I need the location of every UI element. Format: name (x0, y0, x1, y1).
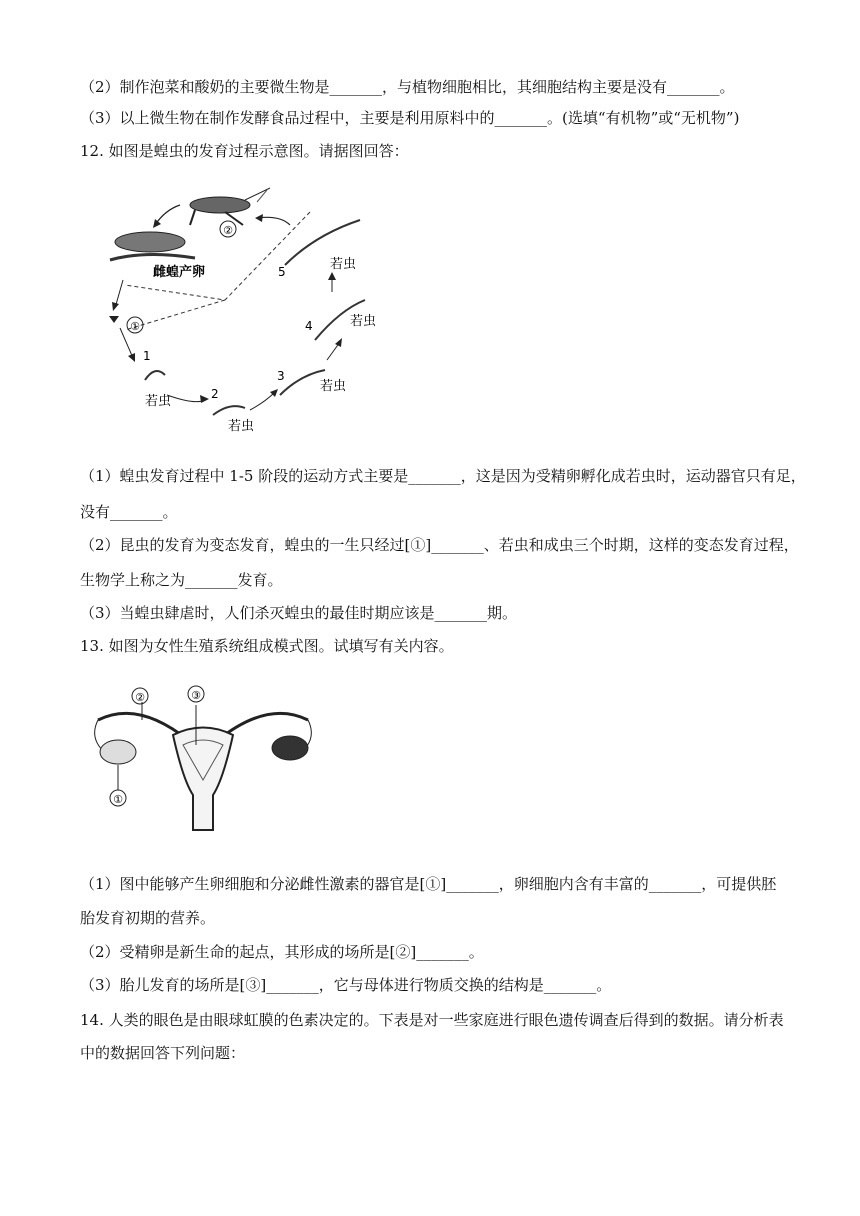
stage-4-label: 4 (305, 319, 313, 333)
marker-3-label: ③ (191, 689, 201, 702)
q14-text-b: 中的数据回答下列问题： (80, 1044, 246, 1062)
stage-1-label: 1 (143, 349, 151, 363)
nymph-label-5: 若虫 (330, 257, 357, 272)
marker-2-label: ② (135, 691, 145, 704)
marker-2-label: ② (223, 224, 233, 237)
egg-icon (109, 316, 119, 323)
q12-1-text-b: 没有_______。 (80, 503, 178, 521)
female-reproductive-system-diagram (78, 680, 328, 840)
q12-1-text-a: （1）蝗虫发育过程中 1-5 阶段的运动方式主要是_______，这是因为受精卵孵化成若虫时，运动器官只有足， (80, 467, 806, 485)
q12-title: 12. 如图是蝗虫的发育过程示意图。请据图回答： (80, 142, 409, 160)
uterus-shape (173, 728, 233, 831)
nymph-label-3: 若虫 (320, 379, 347, 394)
q13-1-text-a: （1）图中能够产生卵细胞和分泌雌性激素的器官是[①]_______，卵细胞内含有丰富的_______，可提供胚 (80, 875, 777, 893)
egg-laying-label: 雌蝗产卵 (153, 265, 206, 280)
q11-3-text: （3）以上微生物在制作发酵食品过程中，主要是利用原料中的_______。(选填“有机物”或“无机物”) (80, 109, 740, 127)
q13-title: 13. 如图为女性生殖系统组成模式图。试填写有关内容。 (80, 637, 454, 655)
nymph-label-1: 若虫 (145, 394, 172, 409)
q12-2-text-a: （2）昆虫的发育为变态发育，蝗虫的一生只经过[①]_______、若虫和成虫三个时期，这样的变态发育过程， (80, 536, 799, 554)
female-locust-icon (110, 232, 195, 260)
q12-2-text-b: 生物学上称之为_______发育。 (80, 571, 283, 589)
marker-1-label: ① (130, 320, 140, 333)
nymph-label-4: 若虫 (350, 314, 377, 329)
q13-1-text-b: 胎发育初期的营养。 (80, 909, 216, 927)
stage-5-label: 5 (278, 265, 286, 279)
right-ovary (272, 736, 308, 760)
q14-text-a: 14. 人类的眼色是由眼球虹膜的色素决定的。下表是对一些家庭进行眼色遗传调查后得到的数据。请分析表 (80, 1011, 784, 1029)
q11-2-text: （2）制作泡菜和酸奶的主要微生物是_______，与植物细胞相比，其细胞结构主要是没有_______。 (80, 78, 735, 96)
left-ovary (100, 740, 136, 764)
q13-2-text: （2）受精卵是新生命的起点，其形成的场所是[②]_______。 (80, 943, 484, 961)
nymph-label-2: 若虫 (228, 419, 255, 434)
marker-1-label: ① (113, 793, 123, 806)
stage-3-label: 3 (277, 369, 285, 383)
stage-2-label: 2 (211, 387, 219, 401)
q13-3-text: （3）胎儿发育的场所是[③]_______，它与母体进行物质交换的结构是_______。 (80, 976, 612, 994)
locust-development-diagram (95, 180, 395, 435)
q12-3-text: （3）当蝗虫肆虐时，人们杀灭蝗虫的最佳时期应该是_______期。 (80, 604, 518, 622)
